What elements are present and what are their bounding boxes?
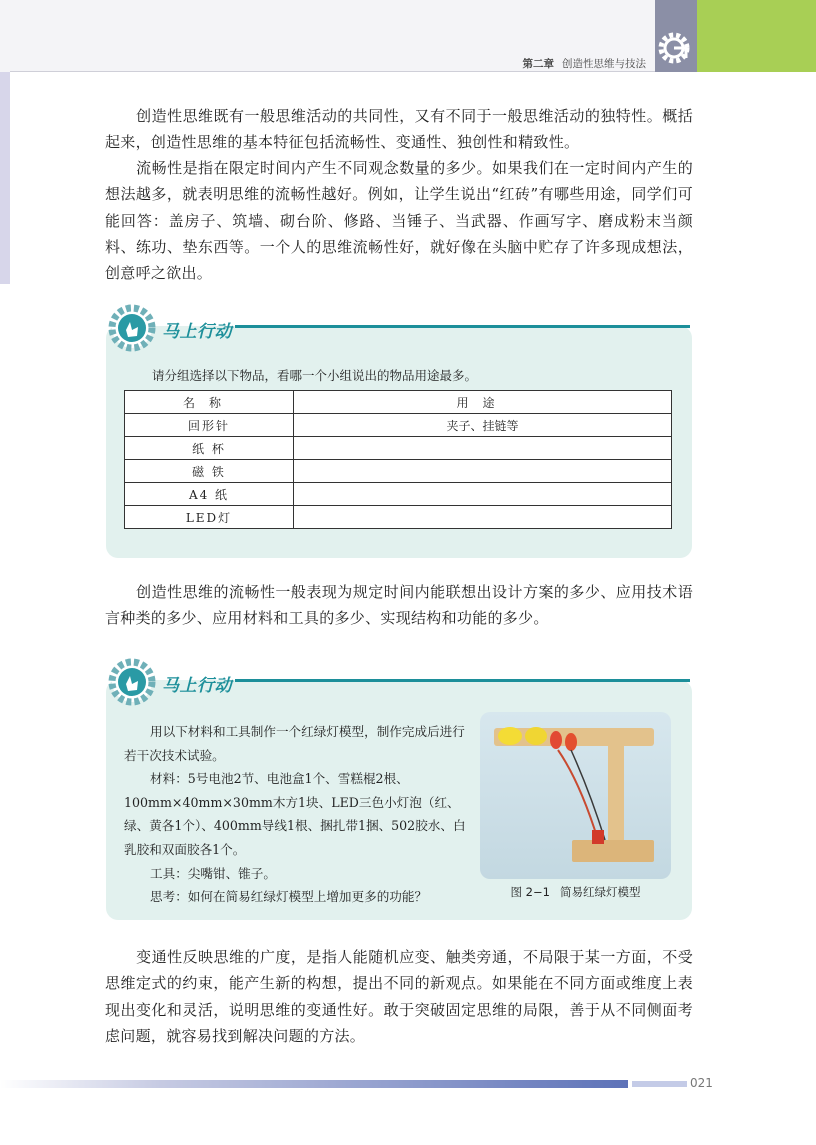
footer-bar	[0, 1080, 628, 1088]
title-rule-1	[235, 325, 690, 328]
paragraph-intro	[105, 103, 693, 156]
paragraph-fluency-forms	[105, 579, 693, 632]
action-1-lead: 请分组选择以下物品，看哪一个小组说出的物品用途最多。	[152, 368, 478, 383]
paragraph-fluency-forms-text: 创造性思维的流畅性一般表现为规定时间内能联想出设计方案的多少、应用技术语言种类的多少、应用材料和工具的多少、实现结构和功能的多少。	[105, 583, 693, 628]
table-cell-use: 夹子、挂链等	[294, 414, 672, 437]
table-header-name: 名称	[125, 391, 294, 414]
action-2-materials: 材料：5号电池2节、电池盒1个、雪糕棍2根、100mm×40mm×30mm木方1块、LED三色小灯泡（红、绿、黄各1个）、400mm导线1根、捆扎带1捆、502胶水、白乳胶和双面胶各1个。	[124, 771, 466, 857]
header-corner-green	[697, 0, 816, 72]
table-cell-name: 磁 铁	[125, 460, 294, 483]
gear-hand-icon	[104, 654, 160, 710]
chapter-title: 创造性思维与技法	[562, 58, 646, 70]
chapter-number: 第二章	[522, 58, 554, 70]
action-2-line	[124, 862, 469, 886]
chapter-heading	[523, 56, 647, 71]
table-cell-use	[294, 483, 672, 506]
table-cell-use	[294, 437, 672, 460]
table-header-use: 用途	[294, 391, 672, 414]
gear-icon	[654, 28, 694, 68]
table-cell-name: LED灯	[125, 506, 294, 529]
action-2-question: 思考：如何在简易红绿灯模型上增加更多的功能？	[150, 889, 428, 905]
action-2-line	[124, 720, 469, 767]
paragraph-intro-text: 创造性思维既有一般思维活动的共同性，又有不同于一般思维活动的独特性。概括起来，创造性思维的基本特征包括流畅性、变通性、独创性和精致性。	[105, 107, 693, 152]
header-divider	[10, 71, 655, 72]
table-row	[125, 414, 672, 437]
table-cell-use	[294, 506, 672, 529]
paragraph-flexibility	[105, 944, 693, 1049]
table-row	[125, 506, 672, 529]
uses-table	[124, 390, 672, 529]
figure-title: 简易红绿灯模型	[559, 885, 641, 899]
action-title-2: 马上行动	[162, 676, 232, 696]
action-2-text	[124, 720, 469, 909]
traffic-light-model-photo	[480, 712, 671, 879]
paragraph-fluency	[105, 155, 693, 286]
figure-number: 图 2−1	[510, 885, 550, 899]
table-cell-use	[294, 460, 672, 483]
title-rule-2	[235, 679, 690, 682]
table-cell-name: 纸 杯	[125, 437, 294, 460]
gear-hand-icon	[104, 300, 160, 356]
paragraph-flexibility-text: 变通性反映思维的广度，是指人能随机应变、触类旁通，不局限于某一方面，不受思维定式的约束，能产生新的构想，提出不同的新观点。如果能在不同方面或维度上表现出变化和灵活，说明思维的变通性好。敢于突破固定思维的局限，善于从不同侧面考虑问题，就容易找到解决问题的方法。	[105, 948, 693, 1045]
figure-caption	[480, 884, 671, 900]
table-header-row	[125, 391, 672, 414]
table-cell-name: A4 纸	[125, 483, 294, 506]
paragraph-fluency-text: 流畅性是指在限定时间内产生不同观念数量的多少。如果我们在一定时间内产生的想法越多，就表明思维的流畅性越好。例如，让学生说出“红砖”有哪些用途，同学们可能回答：盖房子、筑墙、砌台阶、修路、当锤子、当武器、作画写字、磨成粉末当颜料、练功、垫东西等。一个人的思维流畅性好，就好像在头脑中贮存了许多现成想法，创意呼之欲出。	[105, 159, 693, 283]
table-row	[125, 437, 672, 460]
footer-bar-accent	[632, 1081, 687, 1087]
action-2-line	[124, 885, 469, 909]
table-cell-name: 回形针	[125, 414, 294, 437]
action-title-1: 马上行动	[162, 322, 232, 342]
page-number: 021	[690, 1076, 713, 1090]
table-row	[125, 483, 672, 506]
action-2-tools: 工具：尖嘴钳、锥子。	[150, 865, 276, 881]
left-margin-band	[0, 72, 10, 284]
action-2-line	[124, 767, 469, 861]
table-row	[125, 460, 672, 483]
action-2-task: 用以下材料和工具制作一个红绿灯模型，制作完成后进行若干次技术试验。	[124, 724, 465, 763]
